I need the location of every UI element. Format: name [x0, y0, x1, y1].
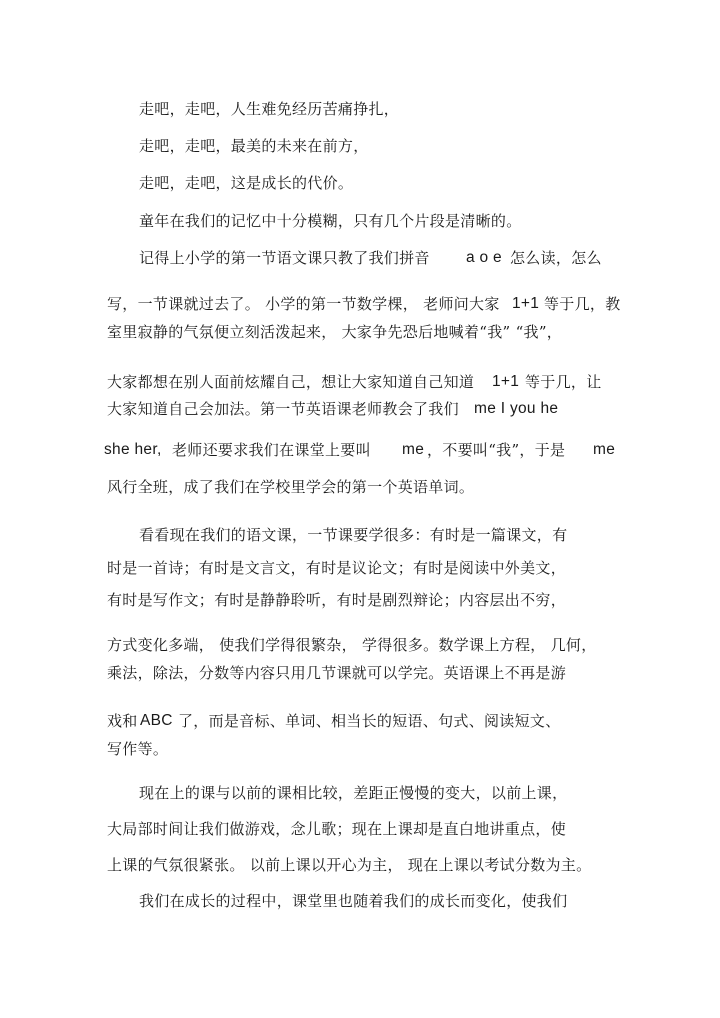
- text-line: 怎么读，怎么: [510, 249, 602, 267]
- text-line: 我们在成长的过程中，课堂里也随着我们的成长而变化，使我们: [139, 892, 568, 910]
- text-line: 乘法，除法，分数等内容只用几节课就可以学完。英语课上不再是游: [107, 664, 567, 682]
- text-line: 老师还要求我们在课堂上要叫: [172, 441, 371, 459]
- text-line: 时是一首诗；有时是文言文，有时是议论文；有时是阅读中外美文，: [107, 559, 567, 577]
- text-line: 走吧，走吧，最美的未来在前方，: [139, 137, 369, 155]
- text-run-latin: ABC: [140, 712, 173, 729]
- text-line: 戏和: [107, 712, 138, 730]
- text-line: 等于几，让: [525, 373, 602, 391]
- text-line: 童年在我们的记忆中十分模糊，只有几个片段是清晰的。: [139, 212, 522, 230]
- text-run-latin: me: [593, 441, 616, 458]
- text-run-latin: 1+1: [512, 295, 540, 312]
- text-line: 走吧，走吧，人生难免经历苦痛挣扎，: [139, 100, 400, 118]
- text-run-latin: me: [402, 441, 425, 458]
- text-run-latin: 1+1: [492, 373, 520, 390]
- text-run-latin: she her,: [104, 441, 162, 458]
- text-line: 上课的气氛很紧张。 以前上课以开心为主， 现在上课以考试分数为主。: [107, 856, 592, 874]
- text-line: 走吧，走吧，这是成长的代价。: [139, 174, 354, 192]
- text-line: 现在上的课与以前的课相比较，差距正慢慢的变大，以前上课，: [139, 784, 568, 802]
- text-run-latin: a o e: [466, 249, 502, 266]
- text-line: 看看现在我们的语文课，一节课要学很多：有时是一篇课文，有: [139, 526, 568, 544]
- text-line: 有时是写作文；有时是静静聆听，有时是剧烈辩论；内容层出不穷，: [107, 591, 567, 609]
- text-line: 方式变化多端， 使我们学得很繁杂， 学得很多。数学课上方程， 几何，: [107, 636, 597, 654]
- text-line: 大家知道自己会加法。第一节英语课老师教会了我们: [107, 400, 459, 418]
- text-line: 写，一节课就过去了。 小学的第一节数学棵， 老师问大家: [107, 295, 500, 313]
- text-line: 大家都想在别人面前炫耀自己，想让大家知道自己知道: [107, 373, 475, 391]
- text-line: 记得上小学的第一节语文课只教了我们拼音: [139, 249, 430, 267]
- text-run-latin: me I you he: [474, 400, 559, 417]
- text-line: ，不要叫“我”，于是: [427, 441, 566, 459]
- text-line: 室里寂静的气氛便立刻活泼起来， 大家争先恐后地喊着“我” “我”，: [107, 323, 563, 341]
- text-line: 大局部时间让我们做游戏，念儿歌；现在上课却是直白地讲重点，使: [107, 820, 567, 838]
- text-line: 等于几，教: [544, 295, 621, 313]
- text-line: 写作等。: [107, 740, 169, 758]
- text-line: 了，而是音标、单词、相当长的短语、句式、阅读短文、: [178, 712, 561, 730]
- text-line: 风行全班，成了我们在学校里学会的第一个英语单词。: [107, 478, 475, 496]
